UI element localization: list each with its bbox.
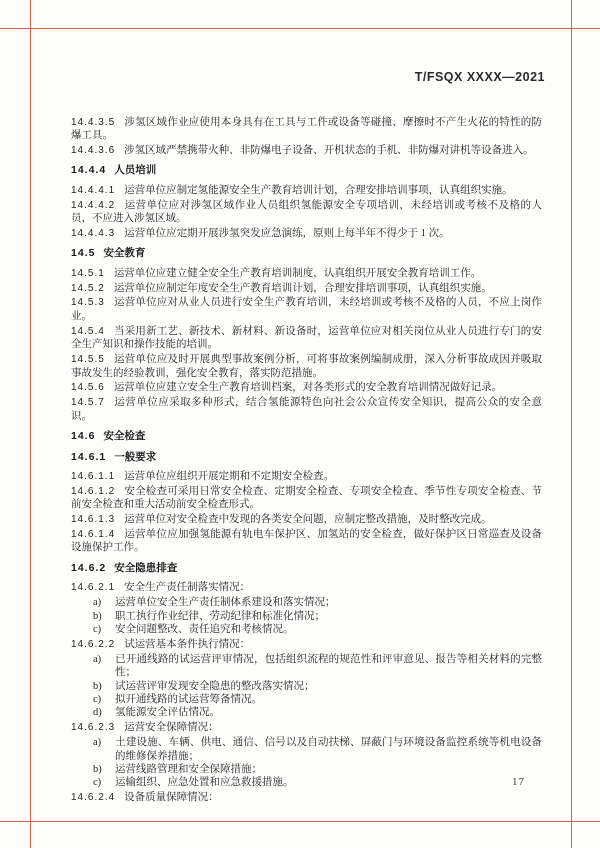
list-text: 运营单位安全生产责任制体系建设和落实情况； — [115, 597, 336, 609]
clause-text: 涉氢区域作业应使用本身具有在工具与工件或设备等碰撞、摩擦时不产生火花的特性的防爆工具。 — [71, 116, 542, 141]
clause-number: 14.5.5 — [71, 354, 105, 366]
clause-paragraph — [71, 581, 542, 594]
clause-number: 14.4.3.5 — [71, 116, 116, 128]
clause-number: 14.4.4.1 — [71, 184, 116, 196]
section-heading — [71, 451, 542, 464]
clause-paragraph — [71, 325, 542, 352]
clause-number: 14.4.4.3 — [71, 227, 116, 239]
clause-number: 14.6.1.3 — [71, 514, 116, 526]
clause-text: 设备质量保障情况： — [124, 792, 219, 804]
list-label: d) — [93, 707, 102, 719]
clause-text: 试运营基本条件执行情况： — [124, 638, 251, 650]
list-item — [71, 693, 542, 706]
document-code-header: T/FSQX XXXX—2021 — [414, 70, 545, 84]
list-label: b) — [93, 610, 102, 622]
clause-number: 14.6.2.4 — [71, 792, 116, 804]
page-number: 17 — [512, 776, 525, 788]
clause-paragraph — [71, 267, 542, 280]
list-label: b) — [93, 680, 102, 692]
heading-text: 安全检查 — [103, 430, 146, 443]
clause-paragraph — [71, 721, 542, 734]
list-text: 试运营评审发现安全隐患的整改落实情况； — [115, 680, 315, 692]
clause-paragraph — [71, 282, 542, 295]
clause-text: 运营单位应加强氢能源有轨电车保护区、加氢站的安全检查，做好保护区日常巡查及设备设施保护工作。 — [71, 529, 542, 554]
list-item — [71, 763, 542, 776]
list-label: c) — [93, 694, 102, 706]
list-item — [71, 653, 542, 680]
list-label: c) — [93, 624, 102, 635]
list-label: c) — [93, 777, 102, 789]
clause-number: 14.5.4 — [71, 325, 105, 337]
section-heading — [71, 562, 542, 575]
clause-paragraph — [71, 296, 542, 323]
clause-paragraph — [71, 116, 542, 143]
list-item — [71, 680, 542, 693]
list-label: a) — [93, 737, 102, 749]
clause-number: 14.5.1 — [71, 267, 105, 279]
clause-text: 运营单位应组织开展定期和不定期安全检查。 — [124, 470, 335, 482]
clause-text: 运营单位应制定年度安全生产教育培训计划，合理安排培训事项，认真组织实施。 — [113, 282, 492, 294]
clause-number: 14.4.4.2 — [71, 199, 116, 211]
clause-number: 14.5.7 — [71, 397, 105, 409]
clause-text: 运营单位应建立安全生产教育培训档案，对各类形式的安全教育培训情况做好记录。 — [113, 382, 503, 394]
clause-paragraph — [71, 791, 542, 804]
list-text: 职工执行作业纪律、劳动纪律和标准化情况； — [115, 610, 325, 622]
clause-paragraph — [71, 353, 542, 380]
heading-text: 安全隐患排查 — [114, 561, 178, 574]
list-item — [71, 736, 542, 763]
list-item — [71, 610, 542, 623]
section-heading — [71, 430, 542, 443]
clause-paragraph — [71, 144, 542, 157]
clause-text: 运营单位应对从业人员进行安全生产教育培训，未经培训或考核不及格的人员，不应上岗作业。 — [71, 297, 542, 322]
clause-text: 当采用新工艺、新技术、新材料、新设备时，运营单位应对相关岗位从业人员进行专门的安全生产知识和操作技能的培训。 — [71, 325, 542, 351]
clause-paragraph — [71, 184, 542, 197]
heading-number: 14.6 — [71, 430, 96, 443]
clause-paragraph — [71, 513, 542, 526]
clause-paragraph — [71, 485, 542, 512]
list-label: b) — [93, 764, 102, 776]
document-body — [71, 114, 542, 806]
heading-number: 14.5 — [71, 247, 96, 260]
clause-number: 14.6.1.1 — [71, 470, 116, 482]
heading-number: 14.4.4 — [71, 164, 107, 177]
clause-number: 14.6.1.4 — [71, 529, 116, 541]
clause-text: 运营单位应建立健全安全生产教育培训制度，认真组织开展安全教育培训工作。 — [113, 267, 482, 279]
list-item — [71, 776, 542, 789]
clause-number: 14.5.3 — [71, 297, 105, 309]
clause-paragraph — [71, 227, 542, 240]
heading-number: 14.6.2 — [71, 561, 107, 574]
clause-text: 运营单位应对涉氢区域作业人员组织氢能源安全专项培训，未经培训或考核不及格的人员，不应进入涉氢区域。 — [71, 199, 542, 224]
frame-line-right — [571, 0, 572, 848]
clause-text: 运营单位应定期开展涉氢突发应急演练，原则上每半年不得少于 1 次。 — [124, 227, 450, 239]
list-item — [71, 596, 542, 609]
heading-number: 14.6.1 — [71, 450, 107, 463]
clause-number: 14.6.2.2 — [71, 638, 116, 650]
list-item — [71, 706, 542, 719]
clause-text: 安全生产责任制落实情况： — [124, 582, 251, 594]
heading-text: 安全教育 — [103, 247, 146, 260]
list-text: 已开通线路的试运营评审情况，包括组织流程的规范性和评审意见、报告等相关材料的完整性； — [115, 653, 542, 679]
clause-text: 安全检查可采用日常安全检查、定期安全检查、专项安全检查、季节性专项安全检查、节前安全检查和重大活动前安全检查形式。 — [71, 485, 542, 511]
clause-text: 运营单位应制定氢能源安全生产教育培训计划，合理安排培训事项，认真组织实施。 — [124, 184, 513, 196]
frame-line-left — [30, 0, 31, 848]
clause-text: 运营单位应及时开展典型事故案例分析，可将事故案例编制成册，深入分析事故成因并吸取事故发生的经验教训，强化安全教育，落实防范措施。 — [71, 354, 542, 379]
list-label: a) — [93, 653, 102, 665]
clause-paragraph — [71, 396, 542, 423]
clause-number: 14.5.2 — [71, 282, 105, 294]
clause-text: 涉氢区域严禁携带火种、非防爆电子设备、开机状态的手机、非防爆对讲机等设备进入。 — [124, 144, 534, 156]
section-heading — [71, 247, 542, 260]
list-label: a) — [93, 597, 102, 609]
clause-number: 14.6.2.3 — [71, 722, 116, 734]
frame-line-top — [0, 28, 600, 29]
clause-paragraph — [71, 381, 542, 394]
clause-paragraph — [71, 528, 542, 555]
clause-text: 运营单位对安全检查中发现的各类安全问题，应制定整改措施，及时整改完成。 — [124, 514, 492, 526]
list-text: 运输组织、应急处置和应急救援措施。 — [115, 777, 294, 789]
clause-paragraph — [71, 638, 542, 651]
clause-text: 运营安全保障情况： — [124, 722, 219, 734]
list-text: 氢能源安全评估情况。 — [115, 707, 220, 719]
section-heading — [71, 164, 542, 177]
clause-number: 14.4.3.6 — [71, 144, 116, 156]
list-item — [71, 623, 542, 636]
list-text: 土建设施、车辆、供电、通信、信号以及自动扶梯、屏蔽门与环境设备监控系统等机电设备的维修保养措施； — [115, 737, 542, 762]
clause-text: 运营单位应采取多种形式，结合氢能源特色向社会公众宣传安全知识，提高公众的安全意识。 — [71, 397, 542, 422]
list-text: 运营线路管理和安全保障措施； — [115, 764, 262, 776]
clause-number: 14.5.6 — [71, 382, 105, 394]
list-text: 安全问题整改、责任追究和考核情况。 — [115, 624, 294, 635]
heading-text: 一般要求 — [114, 450, 157, 463]
list-text: 拟开通线路的试运营筹备情况。 — [115, 694, 262, 706]
heading-text: 人员培训 — [114, 164, 157, 177]
frame-line-bottom — [0, 821, 600, 822]
clause-number: 14.6.2.1 — [71, 582, 116, 594]
clause-paragraph — [71, 470, 542, 483]
clause-number: 14.6.1.2 — [71, 485, 116, 497]
clause-paragraph — [71, 199, 542, 226]
